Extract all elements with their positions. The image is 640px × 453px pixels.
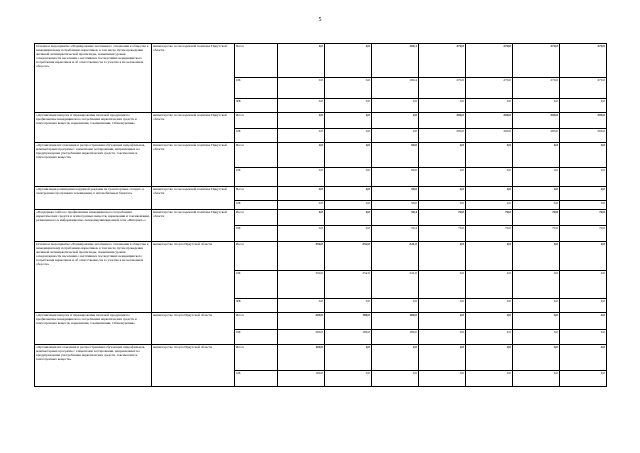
amount-cell: 200,0: [560, 113, 607, 129]
activity-name-cell: [35, 242, 152, 313]
amount-cell: 0,0: [325, 187, 372, 201]
table-row: [35, 210, 607, 226]
amount-cell: 0,0: [325, 299, 372, 313]
amount-cell: 0,0: [325, 113, 372, 129]
amount-cell: 0,0: [513, 242, 560, 271]
amount-cell: 0,0: [419, 313, 466, 330]
executor-name: министерство по молодежной политике Иркутской области: [153, 113, 227, 122]
activity-name: «Поддержка сайта по профилактике немедицинского потребления наркотических средств и психотропных веществ, наркомании и токсикомании, размещенного в информационно-телекоммуникационной сети «Интернет»»: [36, 210, 150, 223]
amount-cell: 0,0: [513, 345, 560, 371]
amount-cell: 0,0: [419, 201, 466, 210]
executor-cell: [152, 345, 235, 387]
activity-name: «Организация изготовления и распространения обучающих видеофильмов, компьютерных программ с элементами тестирования, направленных на предупреждение употребления наркотических средств, токсических и психотропных веществ»: [36, 345, 146, 362]
funding-source-cell: ОБ: [235, 371, 278, 387]
amount-cell: 200,0: [560, 129, 607, 143]
amount-cell: 0,0: [278, 99, 325, 113]
amount-cell: 200,0: [419, 113, 466, 129]
funding-source-cell: ОБ: [235, 201, 278, 210]
amount-cell: 0,0: [325, 168, 372, 187]
executor-name: министерство спорта Иркутской области: [153, 345, 213, 349]
page-number: 5: [318, 17, 322, 23]
amount-cell: 0,0: [278, 299, 325, 313]
funding-source-cell: Всего: [235, 44, 278, 78]
amount-cell: 0,0: [372, 129, 419, 143]
amount-cell: 270,0: [513, 78, 560, 99]
executor-cell: [152, 187, 235, 210]
amount-cell: 0,0: [560, 313, 607, 330]
amount-cell: 0,0: [419, 345, 466, 371]
amount-cell: 180,0: [372, 330, 419, 345]
amount-cell: 0,0: [560, 201, 607, 210]
amount-cell: 0,0: [278, 129, 325, 143]
amount-cell: 0,0: [419, 299, 466, 313]
amount-cell: 200,0: [278, 313, 325, 330]
amount-cell: 0,0: [325, 143, 372, 168]
amount-cell: 0,0: [278, 44, 325, 78]
executor-name: министерство по молодежной политике Иркутской области: [153, 44, 227, 53]
amount-cell: 0,0: [466, 187, 513, 201]
funding-source-cell: ОБ: [235, 129, 278, 143]
amount-cell: 0,0: [278, 168, 325, 187]
amount-cell: 0,0: [466, 99, 513, 113]
amount-cell: 0,0: [325, 44, 372, 78]
amount-cell: 100,0: [278, 345, 325, 371]
amount-cell: 0,0: [560, 330, 607, 345]
executor-name: министерство по молодежной политике Иркутской области: [153, 210, 227, 219]
amount-cell: 0,0: [513, 99, 560, 113]
amount-cell: 200,0: [419, 129, 466, 143]
activity-name-cell: [35, 44, 152, 113]
amount-cell: 70,0: [513, 210, 560, 226]
amount-cell: 200,0: [466, 113, 513, 129]
activity-name-cell: [35, 187, 152, 210]
amount-cell: 252,0: [325, 271, 372, 299]
amount-cell: 0,0: [325, 99, 372, 113]
amount-cell: 0,0: [513, 201, 560, 210]
table-row: [35, 143, 607, 168]
activity-name: «Организация размещения наружной рекламы на транспортных стендах, в электронных программах телевидения, в автомобильных билетах»: [36, 187, 145, 196]
amount-cell: 0,0: [325, 201, 372, 210]
funding-source-cell: Всего: [235, 143, 278, 168]
amount-cell: 190,4: [372, 78, 419, 99]
amount-cell: 241,0: [372, 242, 419, 271]
amount-cell: 180,0: [372, 313, 419, 330]
funding-source-cell: ОБ: [235, 271, 278, 299]
amount-cell: 0,0: [466, 371, 513, 387]
amount-cell: 0,0: [278, 143, 325, 168]
amount-cell: 0,0: [325, 129, 372, 143]
activity-name: Основное мероприятие «Формирование негативного отношения в обществе к немедицинскому потреблению наркотиков, в том числе путем проведения активной антинаркотической пропаганды, повышения уровня осведомленности населения о негативных последствиях немедицинского потребления наркотиков и об ответственности за участие в их незаконном обороте»: [36, 242, 149, 267]
amount-cell: 0,0: [278, 187, 325, 201]
executor-name: министерство по молодежной политике Иркутской области: [153, 187, 227, 196]
amount-cell: 270,0: [466, 44, 513, 78]
amount-cell: 0,0: [513, 299, 560, 313]
table-row: [35, 313, 607, 330]
amount-cell: 270,0: [419, 44, 466, 78]
table-row: [35, 187, 607, 201]
amount-cell: 200,0: [278, 330, 325, 345]
amount-cell: 0,0: [513, 168, 560, 187]
amount-cell: 0,0: [325, 78, 372, 99]
amount-cell: 200,0: [466, 129, 513, 143]
amount-cell: 70,0: [466, 226, 513, 242]
amount-cell: 50,4: [372, 210, 419, 226]
activity-name: Основное мероприятие «Формирование негативного отношения в обществе к немедицинскому потреблению наркотиков, в том числе путем проведения активной антинаркотической пропаганды, повышения уровня осведомленности населения о негативных последствиях немедицинского потребления наркотиков и об ответственности за участие в их незаконном обороте»: [36, 44, 149, 69]
amount-cell: 70,0: [419, 226, 466, 242]
activity-name-cell: [35, 143, 152, 187]
amount-cell: 0,0: [278, 201, 325, 210]
amount-cell: 241,0: [372, 271, 419, 299]
amount-cell: 0,0: [278, 78, 325, 99]
amount-cell: 0,0: [372, 371, 419, 387]
amount-cell: 0,0: [419, 330, 466, 345]
amount-cell: 200,0: [513, 129, 560, 143]
funding-source-cell: Всего: [235, 313, 278, 330]
amount-cell: 0,0: [372, 345, 419, 371]
activity-name: «Организация изготовления и распространения обучающих видеофильмов, компьютерных программ с элементами тестирования, направленных на предупреждение употребления наркотических средств, токсических и психотропных веществ»: [36, 143, 146, 160]
amount-cell: 0,0: [325, 226, 372, 242]
amount-cell: 0,0: [513, 371, 560, 387]
executor-name: министерство спорта Иркутской области: [153, 313, 213, 317]
amount-cell: 0,0: [419, 371, 466, 387]
amount-cell: 0,0: [372, 99, 419, 113]
table-row: [35, 242, 607, 271]
amount-cell: 270,0: [466, 78, 513, 99]
amount-cell: 50,4: [372, 226, 419, 242]
funding-source-cell: Всего: [235, 242, 278, 271]
amount-cell: 0,0: [419, 143, 466, 168]
amount-cell: 50,0: [372, 187, 419, 201]
amount-cell: 350,0: [278, 271, 325, 299]
amount-cell: 0,0: [466, 271, 513, 299]
amount-cell: 0,0: [560, 99, 607, 113]
amount-cell: 50,0: [372, 201, 419, 210]
amount-cell: 350,0: [278, 242, 325, 271]
activity-name-cell: [35, 113, 152, 143]
amount-cell: 252,0: [325, 242, 372, 271]
funding-source-cell: Всего: [235, 210, 278, 226]
activity-name-cell: [35, 313, 152, 345]
amount-cell: 0,0: [466, 201, 513, 210]
executor-cell: [152, 210, 235, 242]
amount-cell: 90,0: [372, 143, 419, 168]
budget-table: [34, 43, 607, 387]
executor-name: министерство спорта Иркутской области: [153, 242, 213, 246]
amount-cell: 0,0: [560, 168, 607, 187]
amount-cell: 0,0: [325, 210, 372, 226]
amount-cell: 0,0: [466, 242, 513, 271]
amount-cell: 270,0: [560, 44, 607, 78]
amount-cell: 0,0: [278, 210, 325, 226]
amount-cell: 0,0: [278, 113, 325, 129]
amount-cell: 270,0: [560, 78, 607, 99]
table-row: [35, 113, 607, 129]
amount-cell: 0,0: [325, 371, 372, 387]
activity-name-cell: [35, 210, 152, 242]
funding-source-cell: ОБ: [235, 168, 278, 187]
amount-cell: 0,0: [513, 313, 560, 330]
amount-cell: 0,0: [513, 187, 560, 201]
amount-cell: 270,0: [513, 44, 560, 78]
amount-cell: 0,0: [466, 345, 513, 371]
amount-cell: 0,0: [372, 113, 419, 129]
amount-cell: 200,0: [513, 113, 560, 129]
amount-cell: 70,0: [419, 210, 466, 226]
amount-cell: 0,0: [325, 345, 372, 371]
funding-source-cell: ОБ: [235, 226, 278, 242]
amount-cell: 180,0: [325, 330, 372, 345]
funding-source-cell: ОБ: [235, 78, 278, 99]
executor-name: министерство по молодежной политике Иркутской области: [153, 143, 227, 152]
amount-cell: 0,0: [560, 242, 607, 271]
amount-cell: 0,0: [560, 143, 607, 168]
amount-cell: 0,0: [419, 187, 466, 201]
amount-cell: 0,0: [560, 187, 607, 201]
amount-cell: 0,0: [560, 371, 607, 387]
funding-source-cell: Всего: [235, 187, 278, 201]
amount-cell: 270,0: [419, 78, 466, 99]
amount-cell: 0,0: [372, 299, 419, 313]
amount-cell: 90,0: [372, 168, 419, 187]
amount-cell: 0,0: [513, 330, 560, 345]
activity-name: «Организация выпуска и тиражирования печатной продукции по профилактике немедицинского потребления наркотических средств и психотропных веществ, наркомании, токсикомании, табакокурения»: [36, 113, 137, 126]
funding-source-cell: Всего: [235, 345, 278, 371]
amount-cell: 0,0: [419, 168, 466, 187]
table-row: [35, 44, 607, 78]
activity-name: «Организация выпуска и тиражирования печатной продукции по профилактике немедицинского потребления наркотических средств и психотропных веществ, наркомании, токсикомании, табакокурения»: [36, 313, 137, 326]
amount-cell: 0,0: [419, 99, 466, 113]
executor-cell: [152, 313, 235, 345]
executor-cell: [152, 44, 235, 113]
executor-cell: [152, 143, 235, 187]
funding-source-cell: Всего: [235, 113, 278, 129]
amount-cell: 0,0: [419, 242, 466, 271]
executor-cell: [152, 113, 235, 143]
amount-cell: 0,0: [466, 168, 513, 187]
amount-cell: 0,0: [560, 345, 607, 371]
amount-cell: 0,0: [466, 313, 513, 330]
amount-cell: 0,0: [560, 271, 607, 299]
amount-cell: 0,0: [513, 271, 560, 299]
activity-name-cell: [35, 345, 152, 387]
table-row: [35, 345, 607, 371]
amount-cell: 0,0: [513, 143, 560, 168]
amount-cell: 70,0: [560, 210, 607, 226]
amount-cell: 0,0: [278, 226, 325, 242]
amount-cell: 70,0: [560, 226, 607, 242]
amount-cell: 0,0: [466, 330, 513, 345]
amount-cell: 0,0: [419, 271, 466, 299]
amount-cell: 0,0: [466, 143, 513, 168]
amount-cell: 100,0: [278, 371, 325, 387]
amount-cell: 180,0: [325, 313, 372, 330]
funding-source-cell: ФБ: [235, 299, 278, 313]
funding-source-cell: ОБ: [235, 330, 278, 345]
amount-cell: 190,4: [372, 44, 419, 78]
amount-cell: 70,0: [466, 210, 513, 226]
amount-cell: 0,0: [466, 299, 513, 313]
funding-source-cell: ФБ: [235, 99, 278, 113]
amount-cell: 0,0: [560, 299, 607, 313]
executor-cell: [152, 242, 235, 313]
amount-cell: 70,0: [513, 226, 560, 242]
